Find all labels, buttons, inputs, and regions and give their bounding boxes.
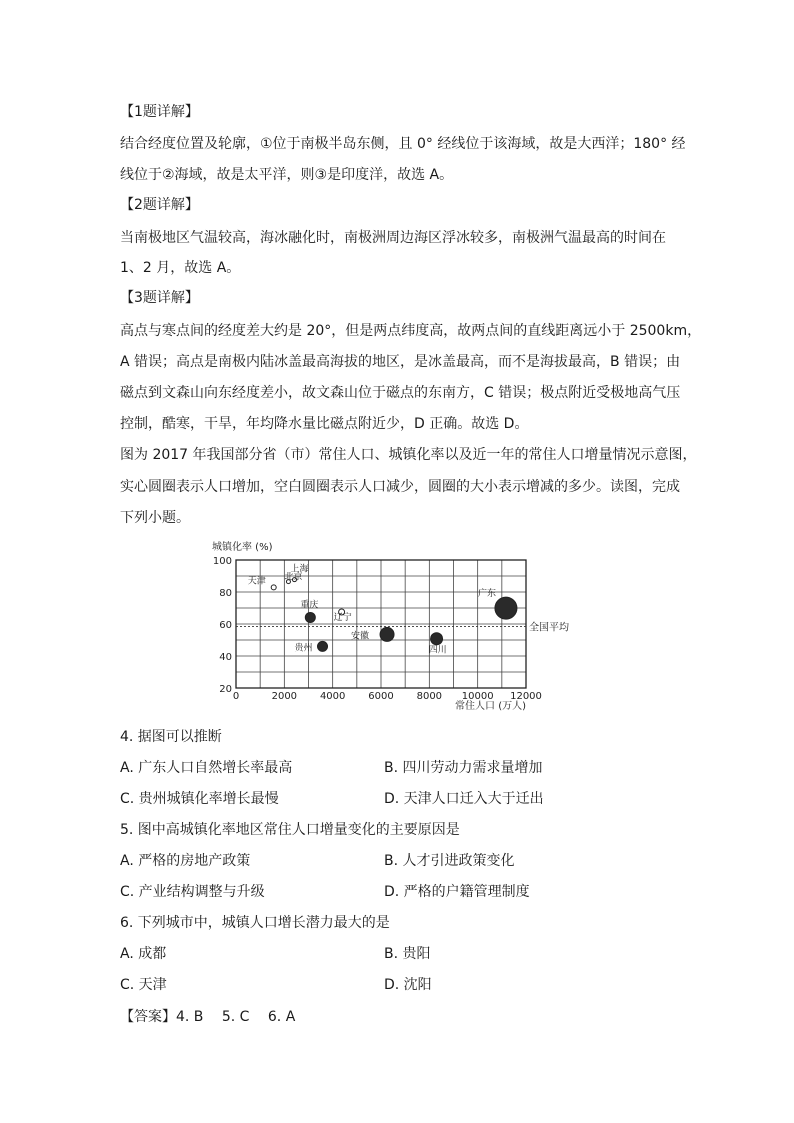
national-average-label: 全国平均	[529, 622, 569, 634]
q6-option-c[interactable]: C. 天津	[120, 977, 167, 993]
q1-heading: 【1题详解】	[120, 104, 199, 120]
data-point-label: 辽宁	[333, 613, 352, 623]
y-tick-label: 80	[219, 588, 232, 599]
q5-option-d[interactable]: D. 严格的户籍管理制度	[384, 884, 530, 900]
q4-stem: 4. 据图可以推断	[120, 729, 222, 745]
data-point-label: 安徽	[351, 631, 370, 642]
q1-text-line: 结合经度位置及轮廓，①位于南极半岛东侧，且 0° 经线位于该海域，故是大西洋；180° 经	[120, 136, 686, 152]
q6-stem: 6. 下列城市中，城镇人口增长潜力最大的是	[120, 915, 390, 931]
x-tick-label: 12000	[510, 691, 542, 702]
intro-line: 实心圆圈表示人口增加，空白圆圈表示人口减少，圆圈的大小表示增减的多少。读图，完成	[120, 479, 680, 495]
intro-line: 下列小题。	[120, 510, 190, 526]
data-point	[271, 585, 276, 590]
data-point-label: 上海	[290, 564, 309, 575]
x-tick-label: 6000	[368, 691, 394, 702]
y-tick-label: 40	[219, 652, 232, 663]
q4-option-a[interactable]: A. 广东人口自然增长率最高	[120, 760, 293, 776]
x-tick-label: 2000	[271, 691, 298, 702]
x-tick-label: 0	[232, 691, 240, 702]
y-axis-label: 城镇化率 (%)	[212, 542, 273, 553]
q6-option-b[interactable]: B. 贵阳	[384, 946, 431, 962]
data-point	[305, 612, 315, 622]
x-axis-label: 常住人口 (万人)	[455, 701, 526, 712]
data-point-label: 广东	[477, 589, 496, 600]
q3-text-line: 控制，酷寒，干旱，年均降水量比磁点附近少，D 正确。故选 D。	[120, 416, 529, 432]
x-tick-label: 4000	[319, 691, 346, 702]
q5-option-c[interactable]: C. 产业结构调整与升级	[120, 884, 265, 900]
q3-text-line: 磁点到文森山向东经度差小，故文森山位于磁点的东南方，C 错误；极点附近受极地高气压	[120, 385, 681, 401]
q1-text-line: 线位于②海域，故是太平洋，则③是印度洋，故选 A。	[120, 167, 454, 183]
q3-text-line: 高点与寒点间的经度差大约是 20°，但是两点纬度高，故两点间的直线距离远小于 2500km，	[120, 323, 702, 339]
data-point-label: 四川	[428, 645, 447, 656]
y-tick-label: 60	[219, 620, 232, 631]
x-tick-label: 10000	[461, 691, 494, 702]
q5-option-a[interactable]: A. 严格的房地产政策	[120, 853, 251, 869]
q2-heading: 【2题详解】	[120, 197, 199, 213]
y-tick-label: 100	[212, 556, 232, 567]
data-point	[318, 641, 328, 651]
q6-option-a[interactable]: A. 成都	[120, 946, 167, 962]
q5-option-b[interactable]: B. 人才引进政策变化	[384, 853, 515, 869]
q4-option-c[interactable]: C. 贵州城镇化率增长最慢	[120, 791, 279, 807]
intro-line: 图为 2017 年我国部分省（市）常住人口、城镇化率以及近一年的常住人口增量情况示意图，	[120, 447, 697, 463]
answer-line: 【答案】4. B 5. C 6. A	[120, 1009, 296, 1025]
data-point	[431, 633, 443, 645]
data-point-label: 北京	[284, 572, 303, 583]
data-point	[495, 597, 517, 619]
q5-stem: 5. 图中高城镇化率地区常住人口增量变化的主要原因是	[120, 822, 460, 838]
data-point-label: 重庆	[300, 600, 319, 611]
data-point-label: 天津	[247, 576, 266, 587]
population-urbanization-chart	[200, 538, 620, 713]
data-point	[380, 627, 394, 641]
q4-option-b[interactable]: B. 四川劳动力需求量增加	[384, 760, 543, 776]
data-point-label: 贵州	[294, 643, 313, 654]
q2-text-line: 1、2 月，故选 A。	[120, 260, 241, 276]
q3-text-line: A 错误；高点是南极内陆冰盖最高海拔的地区，是冰盖最高，而不是海拔最高，B 错误；由	[120, 354, 681, 370]
q3-heading: 【3题详解】	[120, 290, 199, 306]
y-tick-label: 20	[219, 684, 232, 695]
q4-option-d[interactable]: D. 天津人口迁入大于迁出	[384, 791, 544, 807]
x-tick-label: 8000	[416, 691, 443, 702]
q6-option-d[interactable]: D. 沈阳	[384, 977, 432, 993]
q2-text-line: 当南极地区气温较高，海冰融化时，南极洲周边海区浮冰较多，南极洲气温最高的时间在	[120, 230, 666, 246]
